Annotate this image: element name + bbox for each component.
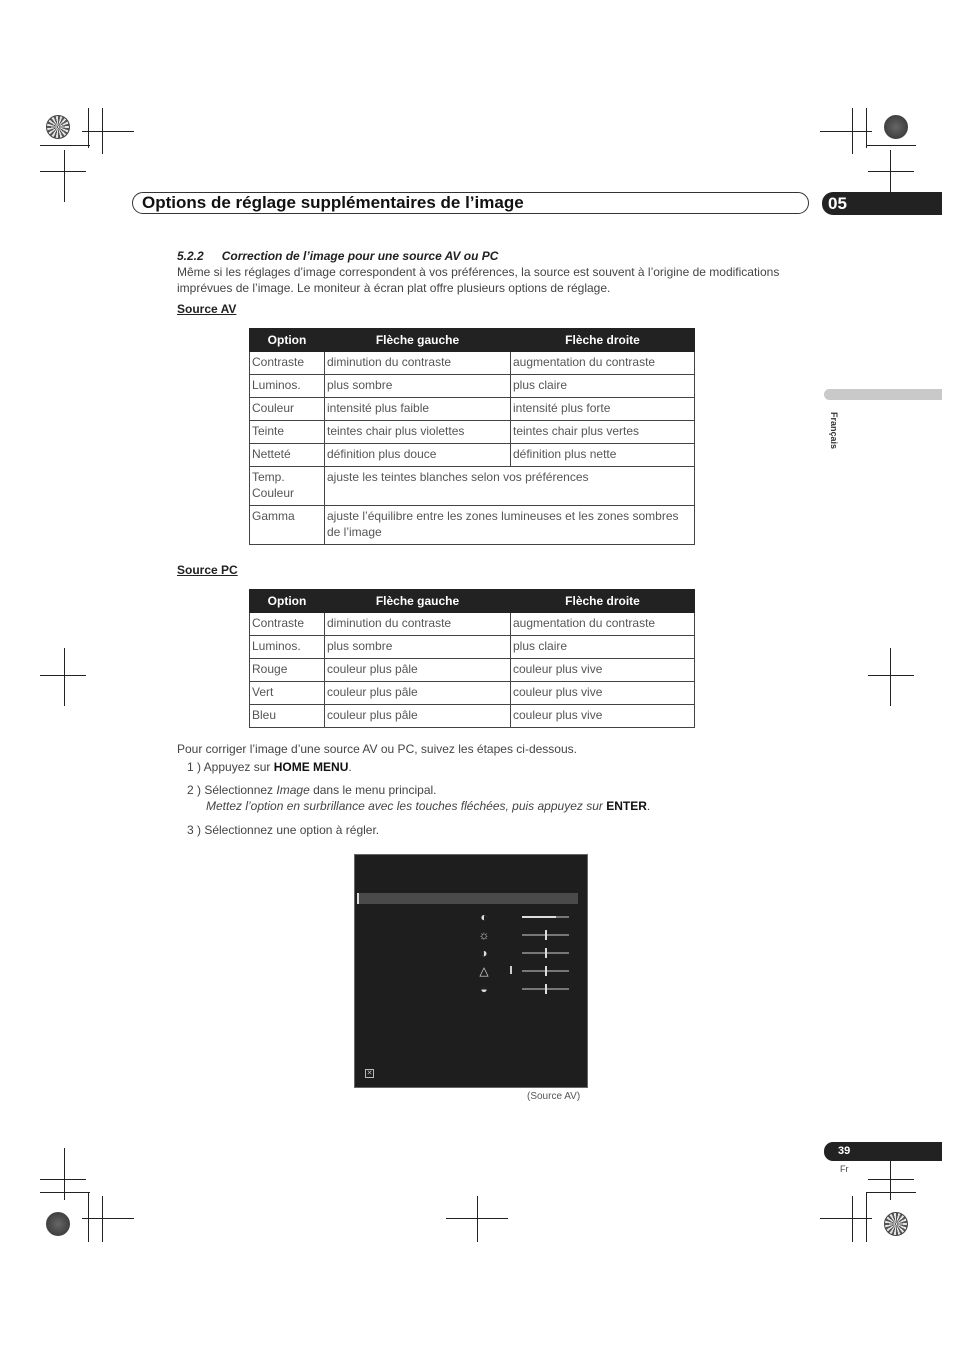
page-title: Options de réglage supplémentaires de l’image <box>142 193 524 212</box>
table-row <box>250 444 695 467</box>
step-3: 3 ) Sélectionnez une option à régler. <box>187 823 380 837</box>
table-row <box>250 682 695 705</box>
table-header-row <box>250 329 695 352</box>
table-cell: couleur plus vive <box>511 682 695 705</box>
table-row <box>250 636 695 659</box>
step-text: dans le menu principal. <box>309 783 437 797</box>
table-header-row <box>250 590 695 613</box>
instructions-lead: Pour corriger l’image d’une source AV ou PC, suivez les étapes ci-dessous. <box>177 742 577 756</box>
crop-disc-icon <box>884 1212 908 1236</box>
slider-fill <box>522 916 556 918</box>
step-2-note <box>206 798 650 814</box>
contrast-slider[interactable] <box>522 916 569 918</box>
language-label: Français <box>829 412 839 450</box>
table-cell: augmentation du contraste <box>511 352 695 375</box>
table-cell: couleur plus pâle <box>325 659 511 682</box>
table-cell: définition plus nette <box>511 444 695 467</box>
page-number: 39 <box>824 1142 942 1161</box>
key-label: ENTER <box>606 799 647 813</box>
table-cell: Luminos. <box>250 636 325 659</box>
chapter-badge: 05 <box>822 192 942 215</box>
sharpness-slider[interactable] <box>522 988 569 990</box>
column-header: Option <box>250 329 325 352</box>
language-tab <box>824 389 942 400</box>
step-1 <box>187 759 352 775</box>
table-cell: augmentation du contraste <box>511 613 695 636</box>
column-header: Flèche droite <box>511 590 695 613</box>
source-av-table <box>249 328 695 545</box>
slider-knob <box>545 966 547 976</box>
color-slider[interactable] <box>522 952 569 954</box>
color-icon: ◑ <box>480 946 488 960</box>
table-cell: plus sombre <box>325 375 511 398</box>
crop-disc-icon <box>46 1212 70 1236</box>
table-cell: Netteté <box>250 444 325 467</box>
table-cell: diminution du contraste <box>325 352 511 375</box>
cursor-marker <box>510 966 512 974</box>
table-cell: plus claire <box>511 636 695 659</box>
table-row <box>250 705 695 728</box>
table-cell: définition plus douce <box>325 444 511 467</box>
table-cell: teintes chair plus vertes <box>511 421 695 444</box>
table-row <box>250 659 695 682</box>
close-icon[interactable]: ✕ <box>366 1070 373 1077</box>
section-heading <box>177 249 498 263</box>
table-cell: ajuste l’équilibre entre les zones lumineuses et les zones sombres de l’image <box>325 506 695 545</box>
slider-knob <box>545 984 547 994</box>
crop-disc-icon <box>884 115 908 139</box>
step-text: 2 ) Sélectionnez <box>187 783 277 797</box>
brightness-icon: ☼ <box>478 928 490 942</box>
table-row <box>250 506 695 545</box>
source-pc-table <box>249 589 695 728</box>
table-row <box>250 467 695 506</box>
table-cell: Gamma <box>250 506 325 545</box>
section-intro: Même si les réglages d’image correspondent à vos préférences, la source est souvent à l’origine de modifications imprévues de l’image. Le moniteur à écran plat offre plusieurs options de réglage. <box>177 265 780 295</box>
step-text: 1 ) Appuyez sur <box>187 760 274 774</box>
table-row <box>250 421 695 444</box>
table-row <box>250 398 695 421</box>
table-cell: Vert <box>250 682 325 705</box>
step-text: . <box>646 799 651 813</box>
table-cell: teintes chair plus violettes <box>325 421 511 444</box>
table-cell: intensité plus forte <box>511 398 695 421</box>
section-number: 5.2.2 <box>177 249 204 263</box>
table-cell: couleur plus pâle <box>325 705 511 728</box>
menu-screen <box>354 854 588 1088</box>
step-text: . <box>348 760 352 774</box>
table-cell: ajuste les teintes blanches selon vos préférences <box>325 467 695 506</box>
menu-highlight-bar <box>357 893 578 904</box>
tint-slider[interactable] <box>522 970 569 972</box>
column-header: Flèche gauche <box>325 329 511 352</box>
column-header: Option <box>250 590 325 613</box>
section-title: Correction de l’image pour une source AV ou PC <box>221 249 499 263</box>
table-cell: Contraste <box>250 352 325 375</box>
table-cell: Couleur <box>250 398 325 421</box>
sharpness-icon: ◒ <box>480 982 488 996</box>
screen-caption: (Source AV) <box>527 1091 581 1102</box>
slider-knob <box>545 948 547 958</box>
table-cell: couleur plus pâle <box>325 682 511 705</box>
key-label: HOME MENU <box>273 760 349 774</box>
step-note: Mettez l’option en surbrillance avec les touches fléchées, puis appuyez sur <box>206 799 607 813</box>
source-pc-label: Source PC <box>177 563 238 577</box>
table-row <box>250 352 695 375</box>
crop-disc-icon <box>46 115 70 139</box>
table-cell: plus sombre <box>325 636 511 659</box>
table-cell: couleur plus vive <box>511 659 695 682</box>
slider-knob <box>545 930 547 940</box>
table-cell: Bleu <box>250 705 325 728</box>
table-cell: Temp. Couleur <box>250 467 325 506</box>
step-2 <box>187 782 437 798</box>
source-av-label: Source AV <box>177 302 237 316</box>
table-cell: plus claire <box>511 375 695 398</box>
column-header: Flèche gauche <box>325 590 511 613</box>
brightness-slider[interactable] <box>522 934 569 936</box>
table-cell: Luminos. <box>250 375 325 398</box>
table-row <box>250 375 695 398</box>
table-row <box>250 613 695 636</box>
tint-icon: △ <box>479 964 489 978</box>
menu-item-name: Image <box>276 783 310 797</box>
table-cell: couleur plus vive <box>511 705 695 728</box>
table-cell: Teinte <box>250 421 325 444</box>
page-language: Fr <box>840 1164 849 1174</box>
table-cell: intensité plus faible <box>325 398 511 421</box>
table-cell: Rouge <box>250 659 325 682</box>
column-header: Flèche droite <box>511 329 695 352</box>
table-cell: diminution du contraste <box>325 613 511 636</box>
contrast-icon: ◐ <box>480 910 488 924</box>
table-cell: Contraste <box>250 613 325 636</box>
